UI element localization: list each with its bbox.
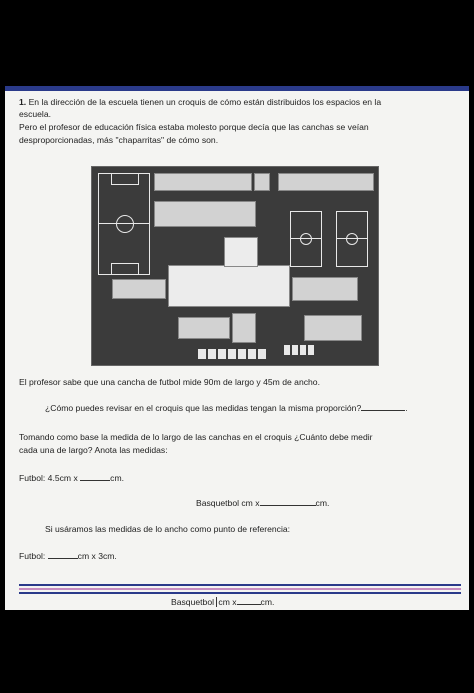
futbol-ancho-row: [19, 550, 117, 562]
classroom-block-top-2: [278, 173, 374, 191]
basquet-largo-row: [196, 497, 329, 509]
futbol-largo-label: Futbol: 4.5cm x: [19, 473, 78, 483]
futbol-ancho-unit: cm x 3cm.: [77, 551, 117, 561]
basquet-ancho-label: Basquetbol: [171, 597, 215, 607]
instruction-line-1: Tomando como base la medida de lo largo de las canchas en el croquis ¿Cuánto debe medir: [19, 432, 373, 442]
answer-blank-futbol-ancho[interactable]: [48, 558, 78, 559]
basketball-court-2: [336, 211, 368, 267]
basquet-ancho-row: [171, 596, 274, 608]
question-text-1: En la dirección de la escuela tienen un croquis de cómo están distribuidos los espacios en la: [28, 97, 382, 107]
answer-blank-basquet-largo[interactable]: [260, 505, 316, 506]
question-line-1: [19, 96, 381, 108]
divider-line-pink: [19, 588, 461, 590]
question-revisar: [45, 402, 408, 414]
futbol-largo-unit: cm.: [110, 473, 124, 483]
worksheet-page: [5, 86, 469, 610]
classroom-bottom-1: [178, 317, 230, 339]
question-line-4: desproporcionadas, más "chaparritas" de cómo son.: [19, 135, 219, 145]
basquet-ancho-unit: cm.: [260, 597, 275, 607]
classroom-left: [112, 279, 166, 299]
top-border: [5, 86, 469, 91]
ancho-instruction: Si usáramos las medidas de lo ancho como punto de referencia:: [45, 524, 291, 534]
question-number: 1.: [19, 97, 27, 107]
divider-line-blue-2: [19, 592, 461, 594]
basketball-court-1: [290, 211, 322, 267]
classroom-small-top: [254, 173, 270, 191]
soccer-field: [98, 173, 150, 275]
basquet-largo-label: Basquetbol cm x: [196, 498, 260, 508]
answer-blank-revisar[interactable]: [361, 410, 405, 411]
instruction-line-2: cada una de largo? Anota las medidas:: [19, 445, 168, 455]
basquet-largo-unit: cm.: [315, 498, 330, 508]
classroom-block-top-1: [154, 173, 252, 191]
question-revisar-end: .: [405, 403, 408, 413]
futbol-ancho-label: Futbol:: [19, 551, 46, 561]
futbol-largo-row: [19, 472, 124, 484]
courtyard-north: [224, 237, 258, 267]
question-line-2: escuela.: [19, 109, 52, 119]
statement-text: El profesor sabe que una cancha de futbol mide 90m de largo y 45m de ancho.: [19, 377, 320, 387]
answer-blank-basquet-ancho[interactable]: [237, 604, 261, 605]
seating-row-1: [198, 349, 268, 359]
question-line-3: Pero el profesor de educación física estaba molesto porque decía que las canchas se veían: [19, 122, 369, 132]
classroom-block-middle: [154, 201, 256, 227]
classroom-right: [292, 277, 358, 301]
classroom-bottom-3: [304, 315, 362, 341]
basquet-ancho-mid: cm x: [218, 597, 237, 607]
divider-line-blue-1: [19, 584, 461, 586]
seating-row-2: [284, 345, 316, 355]
answer-blank-futbol-largo[interactable]: [80, 480, 110, 481]
classroom-bottom-2: [232, 313, 256, 343]
question-revisar-text: ¿Cómo puedes revisar en el croquis que las medidas tengan la misma proporción?: [45, 403, 362, 413]
central-courtyard: [168, 265, 290, 307]
school-floor-plan-image: [91, 166, 379, 366]
